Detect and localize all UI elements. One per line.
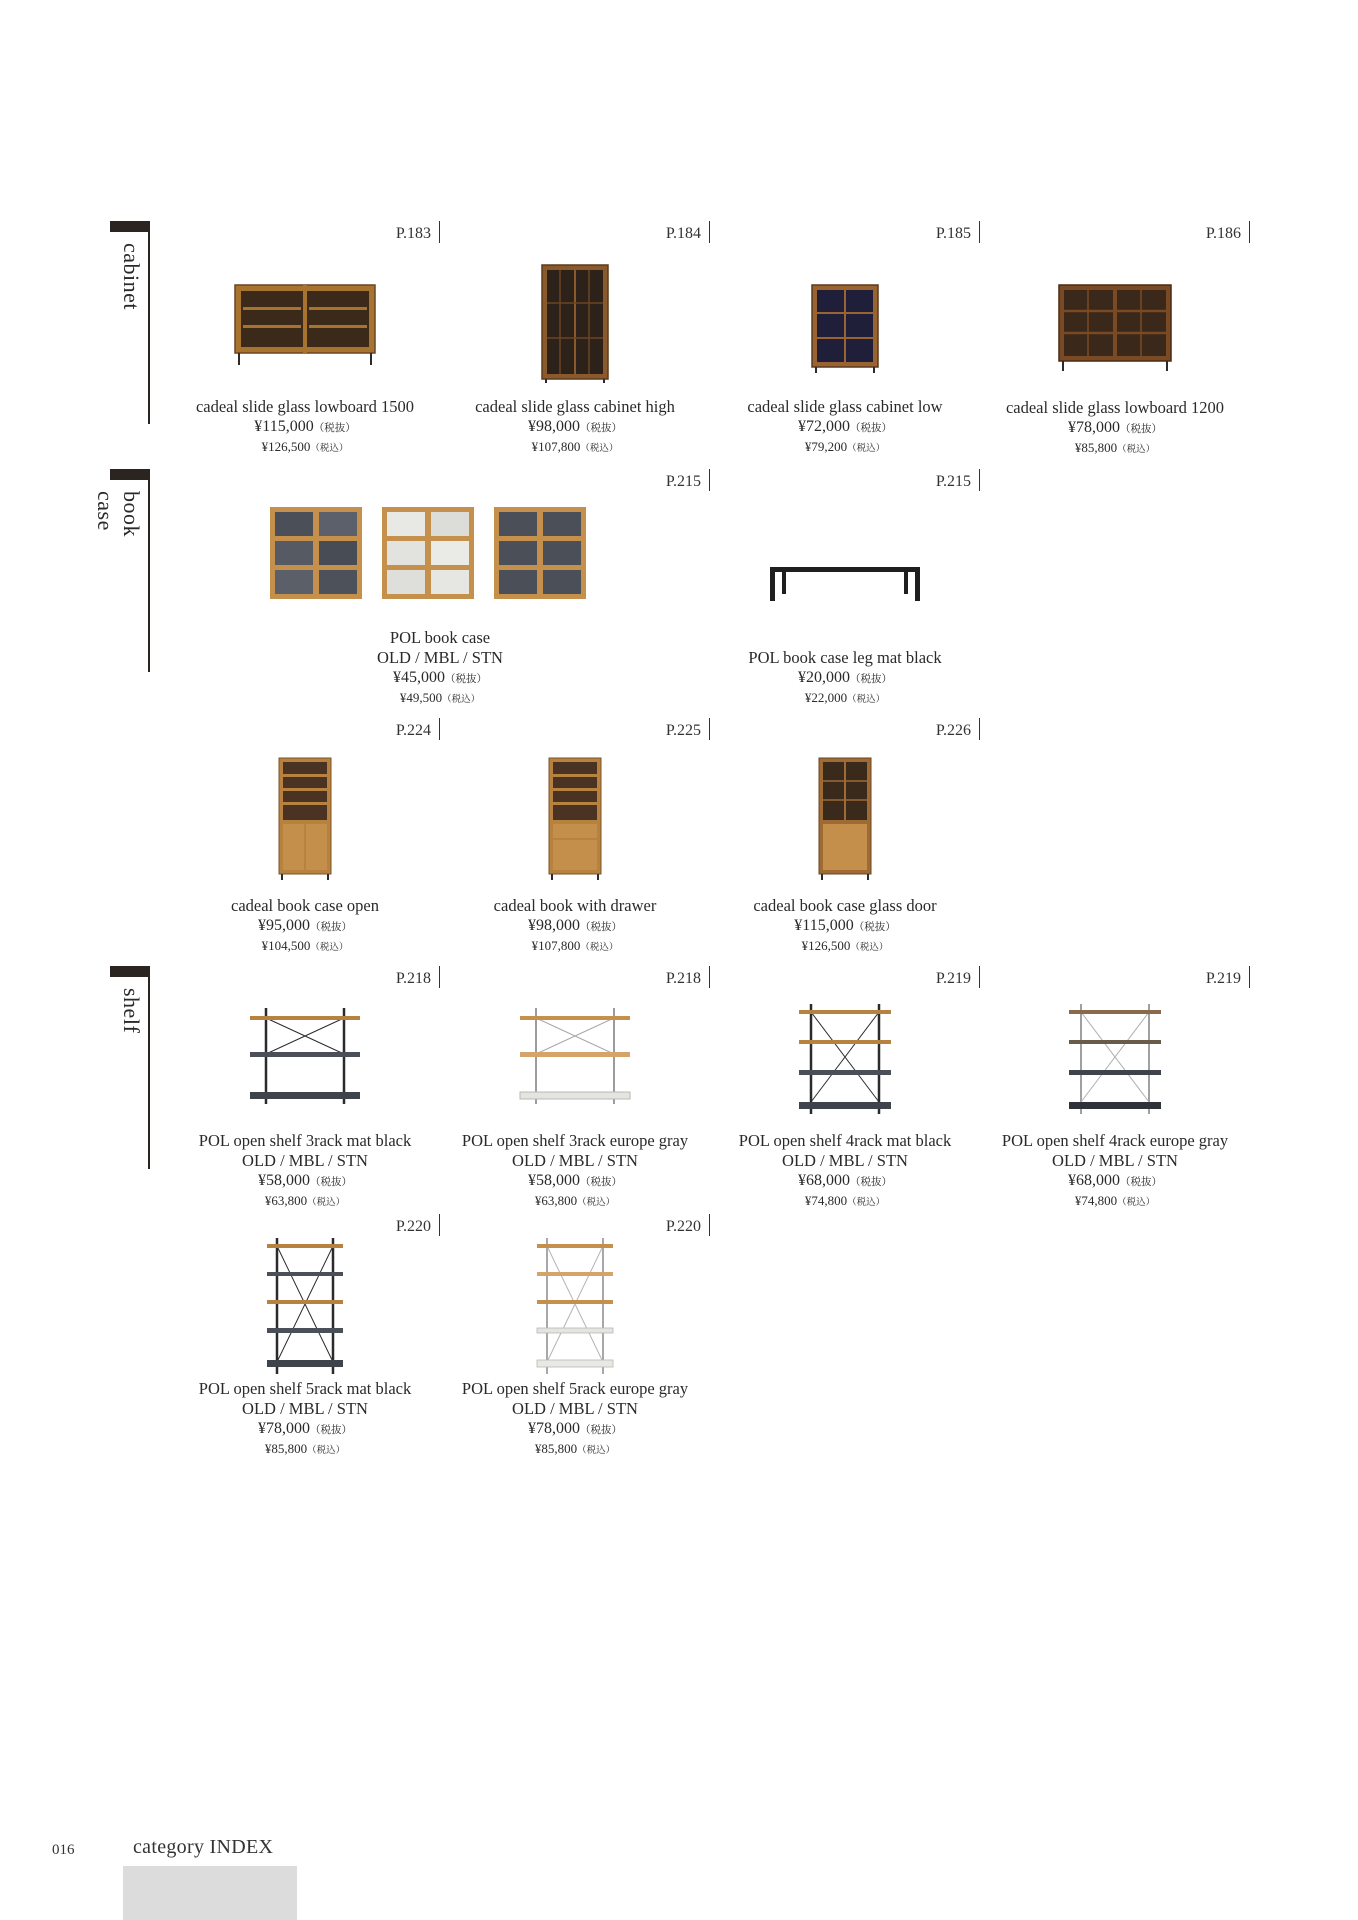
- product-image: [170, 505, 710, 601]
- tax-label: （税抜）: [310, 1425, 352, 1436]
- price-ex-tax: ¥45,000（税抜）: [393, 669, 487, 686]
- product-image: [980, 1002, 1250, 1116]
- page-reference: P.183: [396, 221, 440, 243]
- price-ex-tax: ¥78,000（税抜）: [258, 1420, 352, 1437]
- price-ex-tax: ¥98,000（税抜）: [528, 418, 622, 435]
- product-name: POL open shelf 5rack europe gray: [461, 1379, 689, 1398]
- product-item[interactable]: [440, 1214, 710, 1454]
- price-in-tax: ¥107,800（税込）: [531, 439, 619, 454]
- product-variants: OLD / MBL / STN: [242, 1151, 368, 1170]
- page-reference: P.219: [1206, 966, 1250, 988]
- category-label: book case: [93, 491, 144, 537]
- product-text: [170, 1378, 440, 1460]
- tax-label: （税込）: [580, 943, 619, 953]
- price-in-tax: ¥74,800（税込）: [1074, 1193, 1156, 1208]
- tax-label: （税込）: [310, 444, 349, 454]
- tax-label: （税抜）: [310, 922, 352, 933]
- price-in-tax: ¥63,800（税込）: [264, 1193, 346, 1208]
- category-label: cabinet: [119, 243, 144, 311]
- product-image: [710, 283, 980, 373]
- price-ex-tax: ¥72,000（税抜）: [798, 418, 892, 435]
- tax-label: （税込）: [307, 1198, 346, 1208]
- price-in-tax: ¥104,500（税込）: [261, 938, 349, 953]
- price-in-tax: ¥79,200（税込）: [804, 439, 886, 454]
- product-variants: OLD / MBL / STN: [512, 1151, 638, 1170]
- price-in-tax: ¥107,800（税込）: [531, 938, 619, 953]
- tax-label: （税抜）: [1120, 1177, 1162, 1188]
- product-name: POL book case leg mat black: [748, 648, 942, 667]
- price-ex-tax: ¥68,000（税抜）: [1068, 1172, 1162, 1189]
- product-item[interactable]: [980, 221, 1250, 461]
- page-reference: P.219: [936, 966, 980, 988]
- tax-label: （税抜）: [580, 1425, 622, 1436]
- price-in-tax: ¥49,500（税込）: [399, 690, 481, 705]
- category-bar: [110, 469, 150, 480]
- product-image: [170, 756, 440, 880]
- product-image: [170, 1006, 440, 1106]
- product-name: cadeal book case open: [231, 896, 379, 915]
- product-item[interactable]: [170, 718, 440, 958]
- tax-label: （税抜）: [850, 423, 892, 434]
- product-name: POL open shelf 3rack mat black: [198, 1131, 412, 1150]
- product-item[interactable]: [440, 966, 710, 1206]
- page-reference: P.226: [936, 718, 980, 740]
- tax-label: （税抜）: [1120, 424, 1162, 435]
- product-variants: OLD / MBL / STN: [242, 1399, 368, 1418]
- price-ex-tax: ¥98,000（税抜）: [528, 917, 622, 934]
- product-item[interactable]: [710, 469, 980, 709]
- price-ex-tax: ¥20,000（税抜）: [798, 669, 892, 686]
- footer-title: category INDEX: [133, 1836, 274, 1858]
- tax-label: （税抜）: [853, 922, 896, 933]
- tax-label: （税込）: [307, 1446, 346, 1456]
- product-text: [440, 895, 710, 957]
- page-reference: P.218: [396, 966, 440, 988]
- product-item[interactable]: [440, 718, 710, 958]
- product-name: cadeal book with drawer: [493, 896, 657, 915]
- page-reference: P.215: [666, 469, 710, 491]
- product-item[interactable]: [170, 966, 440, 1206]
- tax-label: （税込）: [847, 444, 886, 454]
- product-image: [710, 565, 980, 605]
- product-text: [980, 1130, 1250, 1212]
- tax-label: （税抜）: [580, 1177, 622, 1188]
- product-item[interactable]: [170, 469, 710, 709]
- product-item[interactable]: [170, 221, 440, 461]
- page-reference: P.220: [666, 1214, 710, 1236]
- price-ex-tax: ¥58,000（税抜）: [528, 1172, 622, 1189]
- category-line: [148, 966, 150, 1169]
- product-name: cadeal slide glass lowboard 1500: [195, 397, 415, 416]
- product-text: [170, 895, 440, 957]
- category-bar: [110, 966, 150, 977]
- product-variants: OLD / MBL / STN: [377, 648, 503, 667]
- product-text: [710, 1130, 980, 1212]
- product-image: [170, 1236, 440, 1376]
- category-label: shelf: [119, 988, 144, 1034]
- tax-label: （税込）: [847, 695, 886, 705]
- price-ex-tax: ¥78,000（税抜）: [528, 1420, 622, 1437]
- tax-label: （税込）: [1117, 445, 1156, 455]
- product-image: [440, 263, 710, 383]
- product-text: [710, 647, 980, 709]
- product-image: [710, 1002, 980, 1116]
- page-reference: P.185: [936, 221, 980, 243]
- tax-label: （税抜）: [313, 423, 356, 434]
- product-image: [710, 756, 980, 880]
- product-text: [710, 895, 980, 957]
- product-name: POL open shelf 4rack mat black: [738, 1131, 952, 1150]
- page-reference: P.220: [396, 1214, 440, 1236]
- page-reference: P.225: [666, 718, 710, 740]
- price-in-tax: ¥85,800（税込）: [264, 1441, 346, 1456]
- tax-label: （税込）: [1117, 1198, 1156, 1208]
- product-text: [440, 1378, 710, 1460]
- price-in-tax: ¥22,000（税込）: [804, 690, 886, 705]
- price-ex-tax: ¥68,000（税抜）: [798, 1172, 892, 1189]
- tax-label: （税込）: [577, 1446, 616, 1456]
- product-item[interactable]: [440, 221, 710, 461]
- product-text: [305, 627, 575, 709]
- tax-label: （税込）: [310, 943, 349, 953]
- price-in-tax: ¥63,800（税込）: [534, 1193, 616, 1208]
- category-line: [148, 221, 150, 424]
- category-line: [148, 469, 150, 672]
- product-name: cadeal slide glass cabinet high: [475, 397, 675, 416]
- tax-label: （税込）: [577, 1198, 616, 1208]
- price-in-tax: ¥74,800（税込）: [804, 1193, 886, 1208]
- product-image: [440, 1006, 710, 1106]
- price-in-tax: ¥85,800（税込）: [534, 1441, 616, 1456]
- product-text: [170, 1130, 440, 1212]
- tax-label: （税込）: [442, 695, 481, 705]
- tax-label: （税抜）: [850, 674, 892, 685]
- product-item[interactable]: [980, 966, 1250, 1206]
- product-text: [440, 1130, 710, 1212]
- price-in-tax: ¥126,500（税込）: [801, 938, 889, 953]
- product-image: [440, 756, 710, 880]
- product-text: [170, 396, 440, 458]
- tax-label: （税込）: [850, 943, 889, 953]
- product-variants: OLD / MBL / STN: [782, 1151, 908, 1170]
- price-ex-tax: ¥78,000（税抜）: [1068, 419, 1162, 436]
- product-text: [980, 397, 1250, 459]
- footer-tab: [123, 1866, 297, 1920]
- price-in-tax: ¥85,800（税込）: [1074, 440, 1156, 455]
- product-item[interactable]: [710, 718, 980, 958]
- price-ex-tax: ¥115,000（税抜）: [794, 917, 896, 934]
- page-reference: P.186: [1206, 221, 1250, 243]
- product-image: [980, 283, 1250, 371]
- tax-label: （税込）: [580, 444, 619, 454]
- page-reference: P.218: [666, 966, 710, 988]
- product-name: POL open shelf 4rack europe gray: [1001, 1131, 1229, 1150]
- category-bar: [110, 221, 150, 232]
- product-variants: OLD / MBL / STN: [512, 1399, 638, 1418]
- price-ex-tax: ¥115,000（税抜）: [254, 418, 356, 435]
- product-text: [440, 396, 710, 458]
- page-reference: P.215: [936, 469, 980, 491]
- product-name: POL open shelf 3rack europe gray: [461, 1131, 689, 1150]
- product-image: [170, 283, 440, 367]
- price-in-tax: ¥126,500（税込）: [261, 439, 349, 454]
- product-text: [710, 396, 980, 458]
- product-image: [440, 1236, 710, 1376]
- tax-label: （税抜）: [580, 922, 622, 933]
- price-ex-tax: ¥95,000（税抜）: [258, 917, 352, 934]
- product-name: cadeal slide glass lowboard 1200: [1005, 398, 1225, 417]
- product-variants: OLD / MBL / STN: [1052, 1151, 1178, 1170]
- product-name: cadeal slide glass cabinet low: [747, 397, 943, 416]
- product-name: cadeal book case glass door: [753, 896, 937, 915]
- product-name: POL book case: [389, 628, 491, 647]
- tax-label: （税抜）: [310, 1177, 352, 1188]
- product-item[interactable]: [710, 221, 980, 461]
- page-reference: P.184: [666, 221, 710, 243]
- product-name: POL open shelf 5rack mat black: [198, 1379, 412, 1398]
- product-item[interactable]: [170, 1214, 440, 1454]
- page-number: 016: [52, 1842, 75, 1858]
- tax-label: （税抜）: [850, 1177, 892, 1188]
- page-reference: P.224: [396, 718, 440, 740]
- tax-label: （税抜）: [580, 423, 622, 434]
- tax-label: （税抜）: [445, 674, 487, 685]
- product-item[interactable]: [710, 966, 980, 1206]
- tax-label: （税込）: [847, 1198, 886, 1208]
- price-ex-tax: ¥58,000（税抜）: [258, 1172, 352, 1189]
